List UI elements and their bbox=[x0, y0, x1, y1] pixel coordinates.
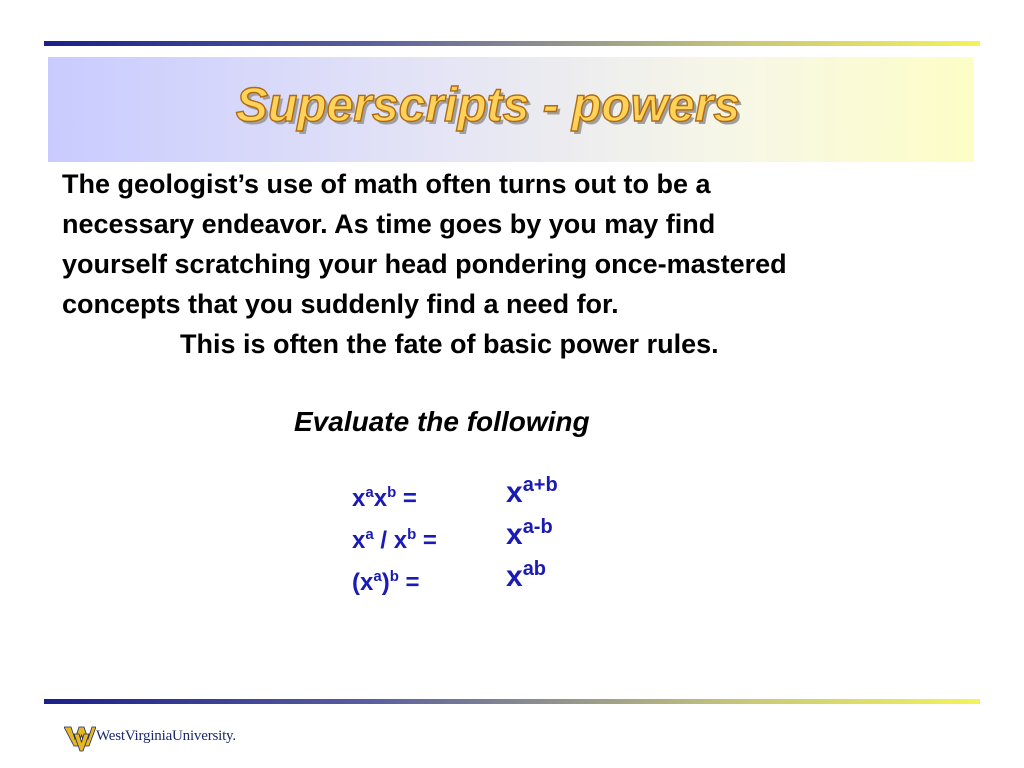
body-indent-line: This is often the fate of basic power rules. bbox=[180, 329, 719, 359]
equation-left: $x^ax^b$ = bbox=[352, 484, 417, 512]
equation-result: $x^{a-b}$ bbox=[506, 516, 553, 551]
flying-wv-icon bbox=[64, 724, 96, 752]
body-line-2: necessary endeavor. As time goes by you may find bbox=[62, 209, 716, 239]
body-line-3: yourself scratching your head pondering once-mastered bbox=[62, 249, 787, 279]
evaluate-label: Evaluate the following bbox=[294, 406, 590, 437]
body-line-4: concepts that you suddenly find a need for. bbox=[62, 289, 619, 319]
slide-title: Superscripts - powers bbox=[235, 79, 741, 132]
body-line-1: The geologist’s use of math often turns out to be a bbox=[62, 169, 711, 199]
bottom-divider bbox=[44, 699, 980, 704]
body-text bbox=[62, 164, 1002, 364]
top-divider bbox=[44, 41, 980, 46]
equation-left: $x^a / x^b$ = bbox=[352, 526, 437, 554]
logo-wordmark: WestVirginiaUniversity. bbox=[96, 728, 236, 744]
equation-left: $(x^a)^b$ = bbox=[352, 568, 420, 596]
equation-result: $x^{ab}$ bbox=[506, 558, 547, 593]
university-logo bbox=[64, 724, 244, 754]
equation-result: $x^{a+b}$ bbox=[506, 474, 558, 509]
